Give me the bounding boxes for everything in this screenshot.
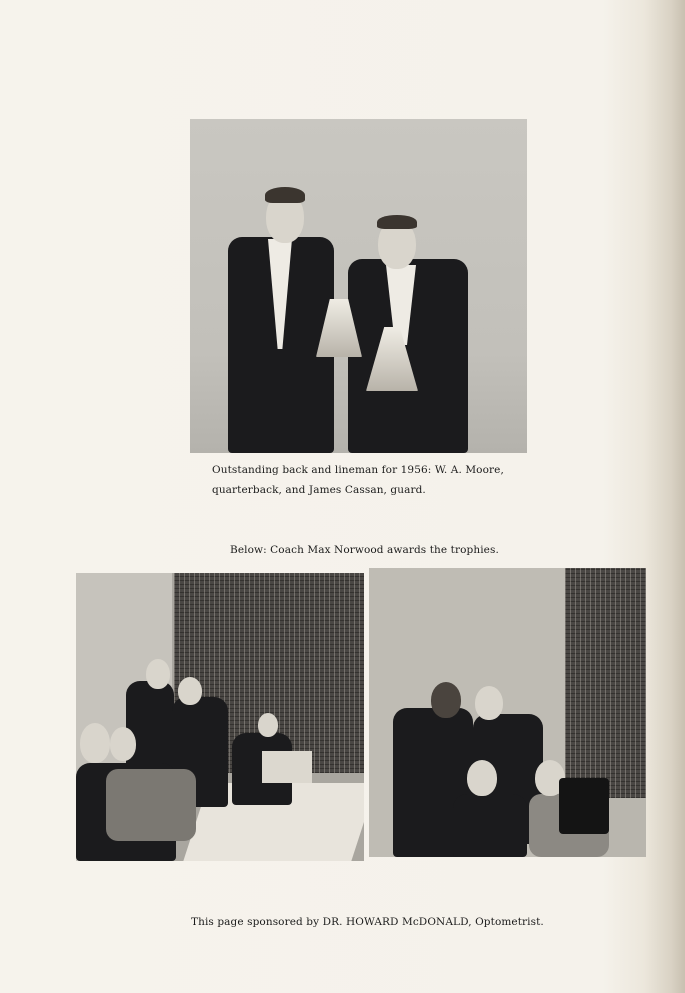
photo-figure-seated-back-head xyxy=(258,713,278,737)
top-caption-line-1: Outstanding back and lineman for 1956: W. A. Moore, xyxy=(212,464,504,476)
top-caption-line-2: quarterback, and James Cassan, guard. xyxy=(212,484,426,496)
photo-figure-coach-head xyxy=(431,682,461,718)
photo-figure-right-hair xyxy=(377,215,417,229)
photo-figure-left-hair xyxy=(265,187,305,203)
photo-figure-coach-head xyxy=(178,677,202,705)
banquet-photo-right xyxy=(369,568,646,857)
sponsor-caption: This page sponsored by DR. HOWARD McDONALD, Optometrist. xyxy=(191,916,544,928)
below-caption: Below: Coach Max Norwood awards the trophies. xyxy=(230,544,499,556)
photo-figure-seated-light-head xyxy=(110,727,136,761)
trophy-winners-photo xyxy=(190,119,527,453)
top-photo-caption xyxy=(212,460,532,500)
photo-figure-seated-left-head xyxy=(467,760,497,796)
photo-figure-seated-front-head xyxy=(80,723,110,763)
photo-figure-seated-left xyxy=(453,794,527,857)
banquet-lectern xyxy=(262,751,312,783)
photo-figure-standing-head xyxy=(146,659,170,689)
photo-chair xyxy=(559,778,609,834)
banquet-photo-left xyxy=(76,573,364,861)
photo-figure-seated-light-suit xyxy=(106,769,196,841)
photo-figure-recipient-head xyxy=(475,686,503,720)
photo-curtain xyxy=(565,568,646,798)
